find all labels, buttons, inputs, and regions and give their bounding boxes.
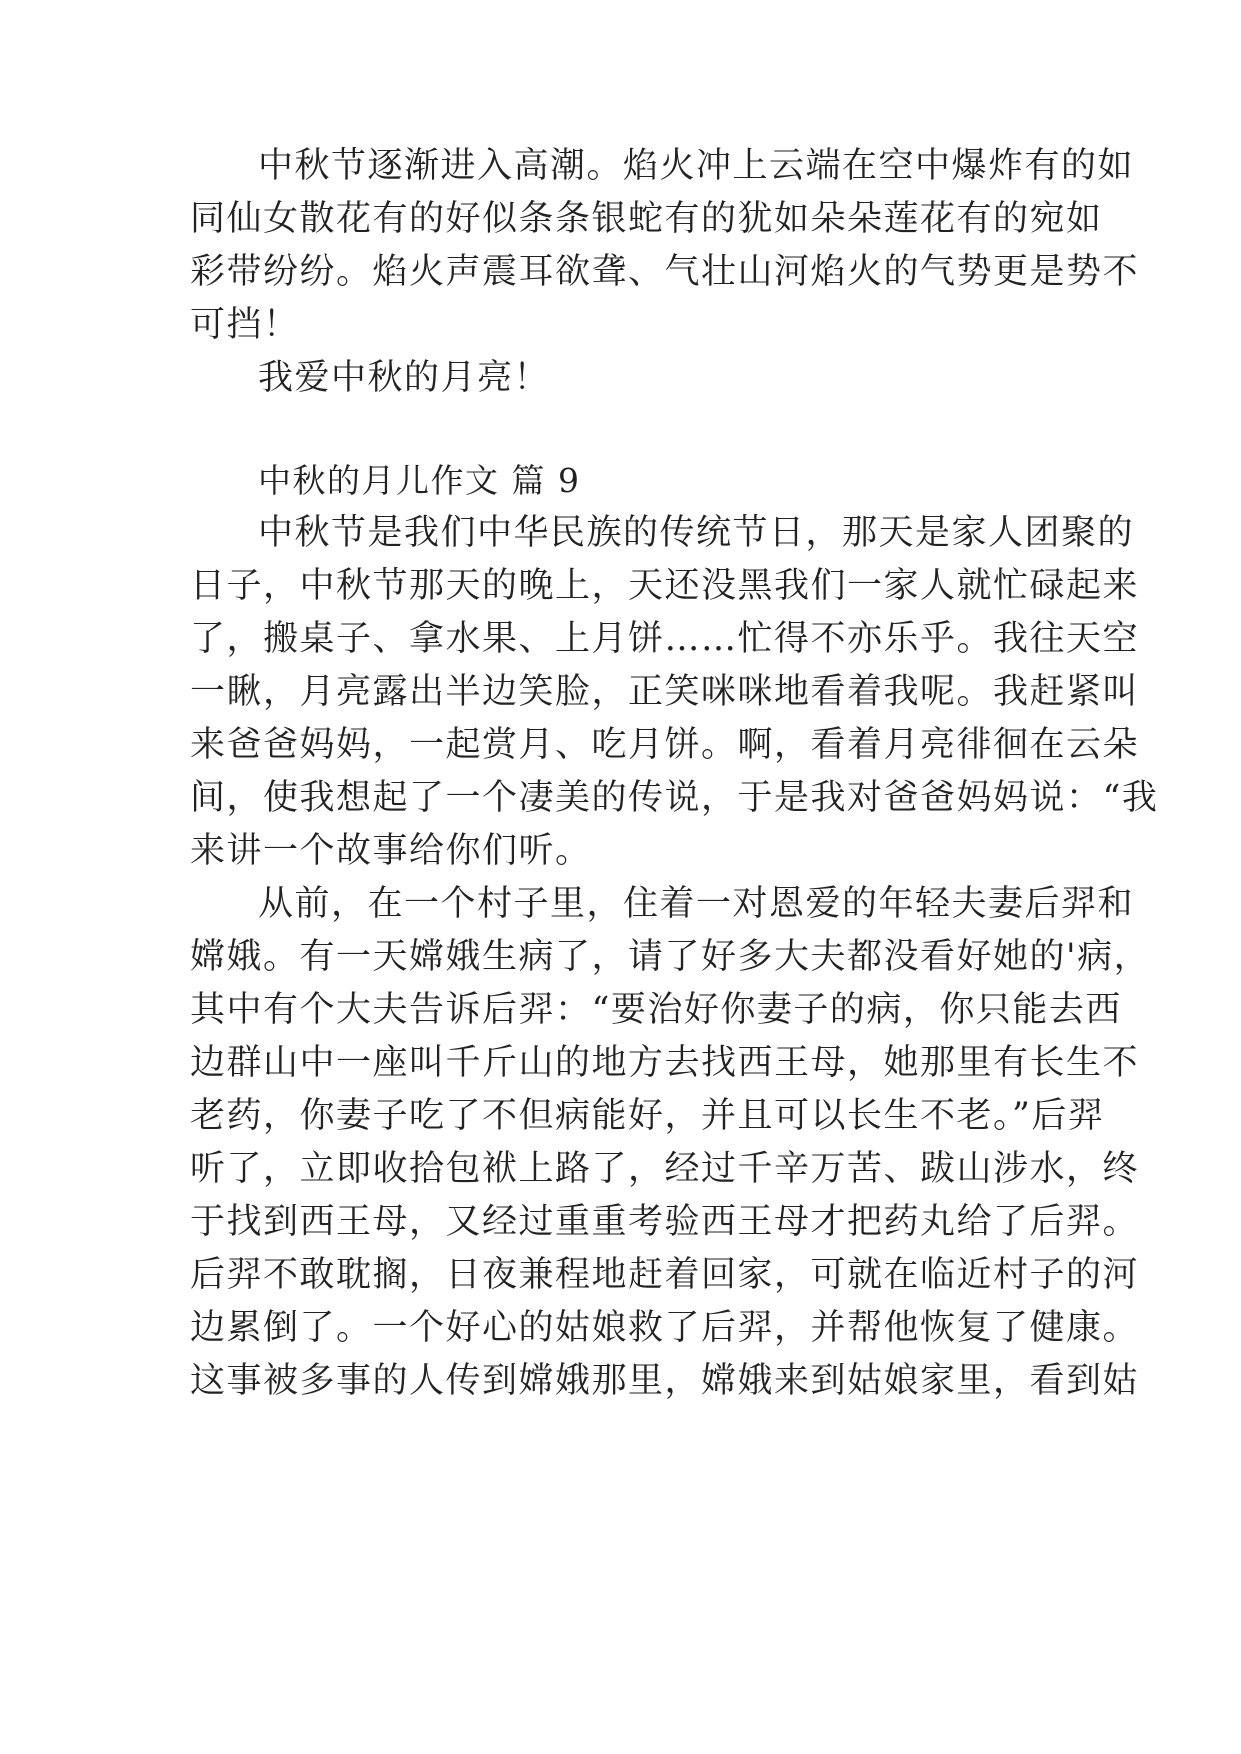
paragraph-3-line-1: 中秋节是我们中华民族的传统节日，那天是家人团聚的 [258,513,1135,553]
paragraph-4-line-9: 边累倒了。一个好心的姑娘救了后羿，并帮他恢复了健康。 [190,1308,1140,1348]
paragraph-3-line-2: 日子，中秋节那天的晚上，天还没黑我们一家人就忙碌起来 [190,566,1140,606]
paragraph-4-line-5: 老药，你妻子吃了不但病能好，并且可以长生不老。”后羿 [190,1096,1105,1136]
paragraph-1-line-2: 同仙女散花有的好似条条银蛇有的犹如朵朵莲花有的宛如 [190,199,1103,239]
paragraph-2-line-1: 我爱中秋的月亮！ [258,358,551,398]
section-heading: 中秋的月儿作文 篇 9 [258,461,581,500]
paragraph-4-line-6: 听了，立即收拾包袱上路了，经过千辛万苦、跋山涉水，终 [190,1149,1140,1189]
paragraph-3-line-6: 间，使我想起了一个凄美的传说，于是我对爸爸妈妈说：“我 [190,778,1159,818]
paragraph-1-line-3: 彩带纷纷。焰火声震耳欲聋、气壮山河焰火的气势更是势不 [190,252,1140,292]
paragraph-4-line-1: 从前，在一个村子里，住着一对恩爱的年轻夫妻后羿和 [258,884,1135,924]
paragraph-3-line-5: 来爸爸妈妈，一起赏月、吃月饼。啊，看着月亮徘徊在云朵 [190,725,1140,765]
paragraph-3-line-7: 来讲一个故事给你们听。 [190,831,592,871]
paragraph-4-line-8: 后羿不敢耽搁，日夜兼程地赶着回家，可就在临近村子的河 [190,1255,1140,1295]
paragraph-4-line-2: 嫦娥。有一天嫦娥生病了，请了好多大夫都没看好她的'病， [190,937,1151,977]
paragraph-1-line-1: 中秋节逐渐进入高潮。焰火冲上云端在空中爆炸有的如 [258,146,1135,186]
paragraph-4-line-7: 于找到西王母，又经过重重考验西王母才把药丸给了后羿。 [190,1202,1140,1242]
paragraph-4-line-3: 其中有个大夫告诉后羿：“要治好你妻子的病，你只能去西 [190,990,1122,1030]
paragraph-4-line-10: 这事被多事的人传到嫦娥那里，嫦娥来到姑娘家里，看到姑 [190,1361,1140,1401]
paragraph-1-line-4: 可挡！ [190,305,300,345]
paragraph-4-line-4: 边群山中一座叫千斤山的地方去找西王母，她那里有长生不 [190,1043,1140,1083]
paragraph-3-line-3: 了，搬桌子、拿水果、上月饼……忙得不亦乐乎。我往天空 [190,619,1140,659]
paragraph-3-line-4: 一瞅，月亮露出半边笑脸，正笑咪咪地看着我呢。我赶紧叫 [190,672,1140,712]
